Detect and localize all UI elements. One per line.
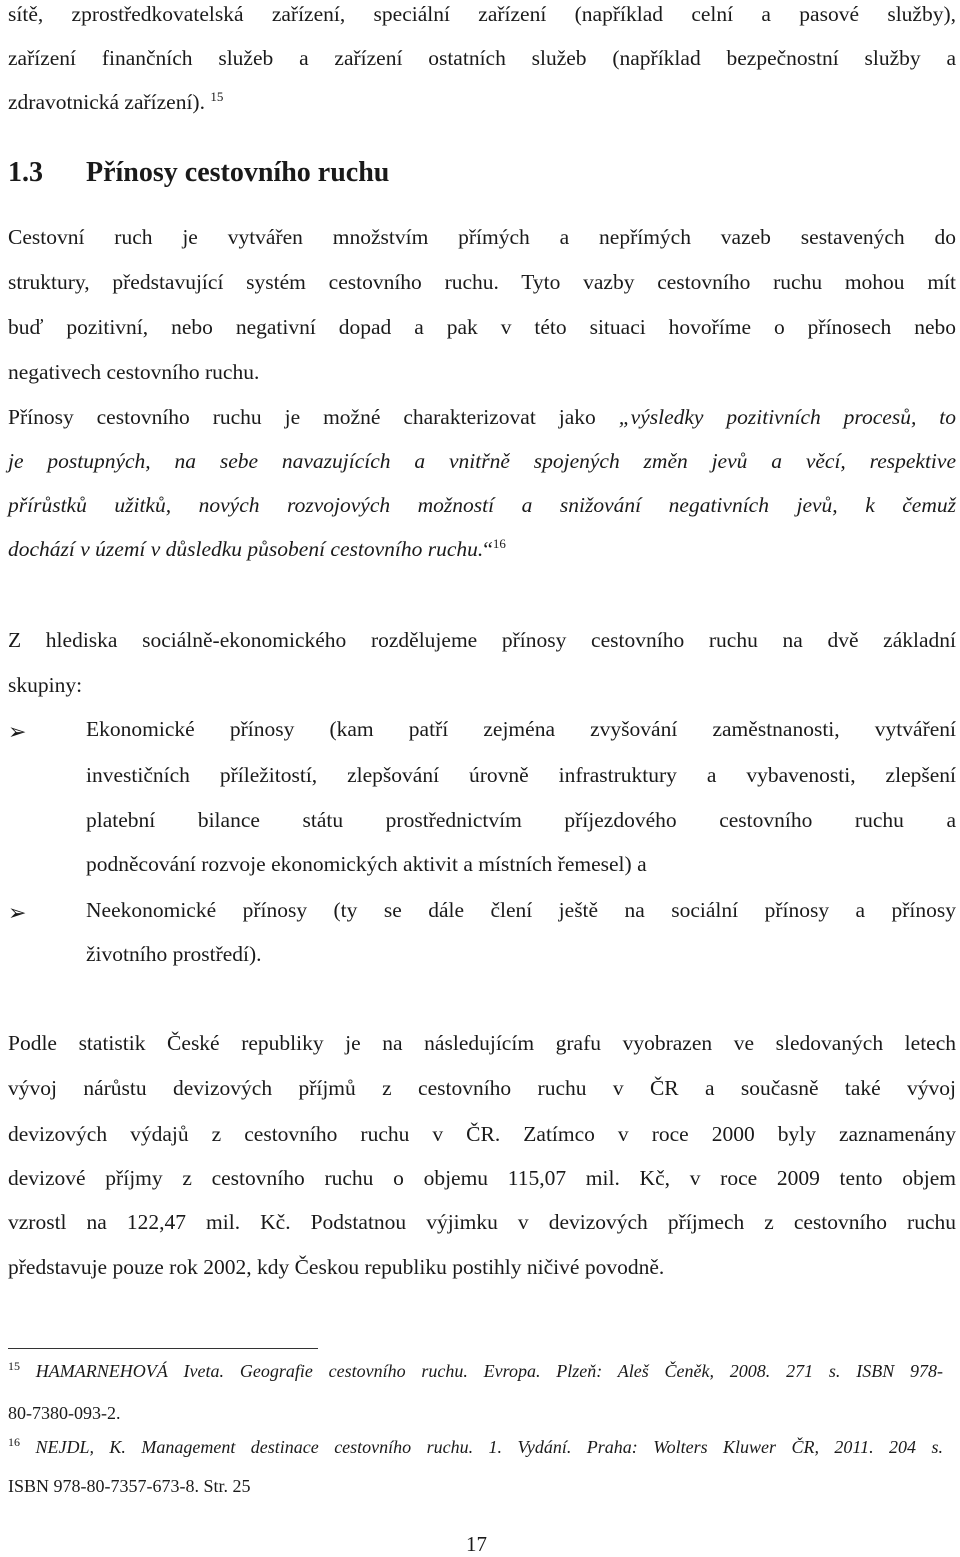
footnote-ref-16[interactable]: 16	[492, 535, 506, 551]
top-paragraph-line-1: sítě, zprostředkovatelská zařízení, speciální zařízení (například celní a pasové služby),	[8, 2, 956, 26]
para1-line-4: negativech cestovního ruchu.	[8, 360, 260, 384]
list-item-1-line-3: platební bilance státu prostřednictvím příjezdového cestovního ruchu a	[86, 808, 956, 832]
footnote-separator	[8, 1348, 318, 1349]
list-item-2-line-2: životního prostředí).	[86, 942, 262, 966]
para2-line-1	[8, 407, 956, 429]
footnote-15-line-1	[8, 1359, 943, 1381]
top-paragraph-text: zdravotnická zařízení).	[8, 90, 205, 114]
para2-line-2: je postupných, na sebe navazujících a vnitřně spojených změn jevů a věcí, respektive	[8, 449, 956, 473]
list-item-2-line-1: Neekonomické přínosy (ty se dále člení ještě na sociální přínosy a přínosy	[86, 898, 956, 922]
footnote-15-line-2: 80-7380-093-2.	[8, 1403, 121, 1423]
para4-line-3: devizových výdajů z cestovního ruchu v ČR. Zatímco v roce 2000 byly zaznamenány	[8, 1122, 956, 1146]
footnote-16-marker: 16	[8, 1435, 20, 1449]
para2-line-4	[8, 535, 506, 561]
section-heading	[8, 157, 389, 189]
top-paragraph-line-2: zařízení finančních služeb a zařízení ostatních služeb (například bezpečnostní služby a	[8, 46, 956, 70]
para3-line-2: skupiny:	[8, 673, 83, 697]
para1-line-1: Cestovní ruch je vytvářen množstvím přímých a nepřímých vazeb sestavených do	[8, 225, 956, 249]
para3-line-1: Z hlediska sociálně-ekonomického rozdělujeme přínosy cestovního ruchu na dvě základní	[8, 628, 956, 652]
top-paragraph-line-3	[8, 88, 224, 114]
section-number: 1.3	[8, 157, 43, 188]
footnote-15-text: HAMARNEHOVÁ Iveta. Geografie cestovního ruchu. Evropa. Plzeň: Aleš Čeněk, 2008. 271 s. ISBN 978-	[35, 1361, 943, 1381]
list-item-1-line-4: podněcování rozvoje ekonomických aktivit a místních řemesel) a	[86, 852, 647, 876]
section-title: Přínosy cestovního ruchu	[86, 157, 390, 188]
para4-line-1: Podle statistik České republiky je na následujícím grafu vyobrazen ve sledovaných letech	[8, 1031, 956, 1055]
arrow-bullet-icon: ➢	[8, 719, 27, 744]
para2-line-1-prefix: Přínosy cestovního ruchu je možné charakterizovat jako	[8, 405, 596, 429]
footnote-16-line-2: ISBN 978-80-7357-673-8. Str. 25	[8, 1476, 251, 1496]
para2-close-quote: “	[483, 537, 493, 561]
footnote-15-marker: 15	[8, 1359, 20, 1373]
para2-quote-end: dochází v území v důsledku působení cestovního ruchu.	[8, 537, 484, 561]
para2-quote-start: „výsledky pozitivních procesů, to	[618, 405, 956, 429]
list-item-1-line-1: Ekonomické přínosy (kam patří zejména zvyšování zaměstnanosti, vytváření	[86, 717, 956, 741]
list-item-1-line-2: investičních příležitostí, zlepšování úrovně infrastruktury a vybavenosti, zlepšení	[86, 763, 956, 787]
para4-line-6: představuje pouze rok 2002, kdy Českou republiku postihly ničivé povodně.	[8, 1255, 665, 1279]
footnote-ref-15[interactable]: 15	[210, 88, 224, 104]
page-number: 17	[466, 1532, 487, 1556]
para4-line-5: vzrostl na 122,47 mil. Kč. Podstatnou výjimku v devizových příjmech z cestovního ruchu	[8, 1210, 956, 1234]
para2-line-3: přírůstků užitků, nových rozvojových možností a snižování negativních jevů, k čemuž	[8, 493, 956, 517]
para1-line-2: struktury, představující systém cestovního ruchu. Tyto vazby cestovního ruchu mohou mít	[8, 270, 956, 294]
footnote-16-text: NEJDL, K. Management destinace cestovního ruchu. 1. Vydání. Praha: Wolters Kluwer ČR, 2011. 204 s.	[35, 1437, 943, 1457]
para1-line-3: buď pozitivní, nebo negativní dopad a pak v této situaci hovoříme o přínosech nebo	[8, 315, 956, 339]
arrow-bullet-icon: ➢	[8, 900, 27, 925]
footnote-16-line-1	[8, 1435, 943, 1457]
para4-line-4: devizové příjmy z cestovního ruchu o objemu 115,07 mil. Kč, v roce 2009 tento objem	[8, 1166, 956, 1190]
para4-line-2: vývoj nárůstu devizových příjmů z cestovního ruchu v ČR a současně také vývoj	[8, 1076, 956, 1100]
